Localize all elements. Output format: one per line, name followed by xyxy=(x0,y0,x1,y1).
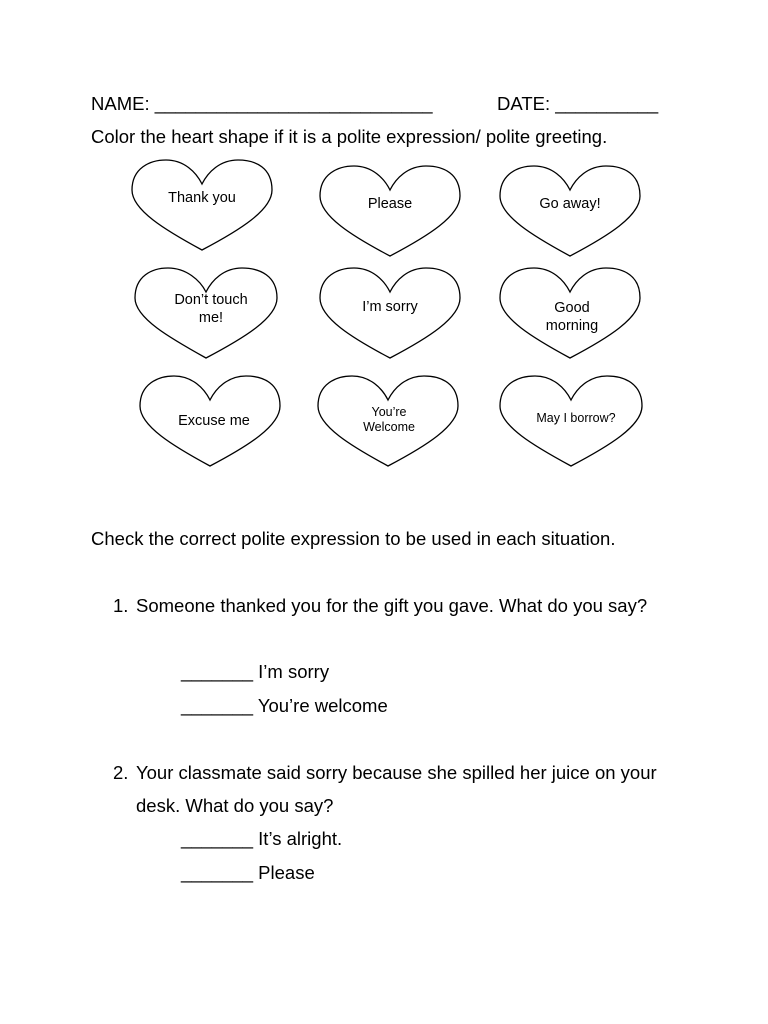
heart-label-im-sorry: I’m sorry xyxy=(362,299,418,315)
question-2-text-line1: Your classmate said sorry because she spilled her juice on your xyxy=(136,762,657,783)
question-1-option-b[interactable]: _______ You’re welcome xyxy=(181,695,388,716)
question-2-text-line2: desk. What do you say? xyxy=(136,795,334,816)
question-1-number: 1. xyxy=(113,595,129,616)
question-2-option-a[interactable]: _______ It’s alright. xyxy=(181,828,343,849)
heart-label-may-i-borrow: May I borrow? xyxy=(536,411,616,425)
instruction-color-hearts: Color the heart shape if it is a polite expression/ polite greeting. xyxy=(91,126,608,147)
instruction-check-polite: Check the correct polite expression to be used in each situation. xyxy=(91,528,616,549)
heart-label-go-away: Go away! xyxy=(539,196,601,212)
name-field-label: NAME: ___________________________ xyxy=(91,93,433,114)
heart-label-excuse-me: Excuse me xyxy=(178,413,250,429)
heart-label-youre-welcome: You’re Welcome xyxy=(363,405,415,434)
question-1-option-a[interactable]: _______ I’m sorry xyxy=(181,661,330,682)
date-field-label: DATE: __________ xyxy=(497,93,659,114)
heart-label-good-morning: Good morning xyxy=(545,300,599,334)
question-1-text: Someone thanked you for the gift you gave. What do you say? xyxy=(136,595,648,616)
question-2-number: 2. xyxy=(113,762,129,783)
heart-label-dont-touch: Don’t touch me! xyxy=(174,292,248,326)
question-2-option-b[interactable]: _______ Please xyxy=(181,862,315,883)
heart-label-thank-you: Thank you xyxy=(168,190,236,206)
heart-label-please: Please xyxy=(367,196,413,212)
